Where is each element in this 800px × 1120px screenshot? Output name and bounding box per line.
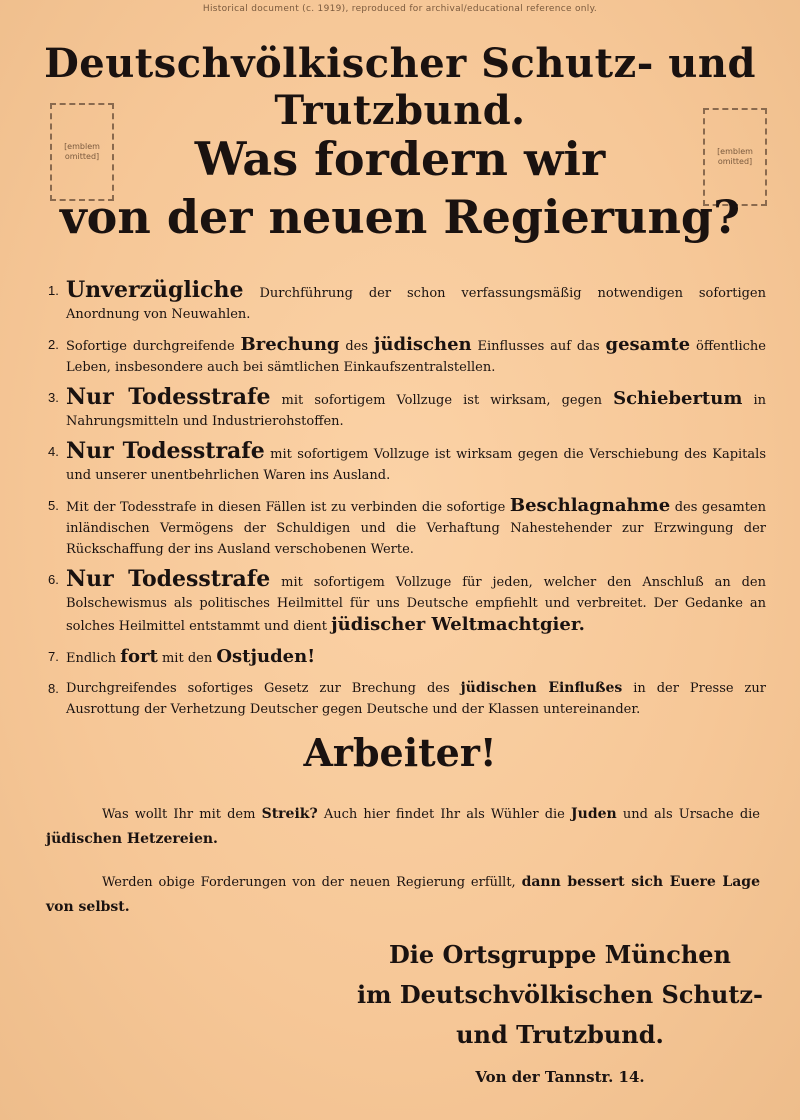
body-text: Durchführung der schon verfassungsmäßig notwendigen sofortigen Anordnung von Neuwahlen. [66,286,766,322]
body-text: Werden obige Forderungen von der neuen Regierung erfüllt, [102,875,522,890]
emphasized-text: Juden [571,806,617,822]
workers-heading: Arbeiter! [303,730,497,775]
demand-number: 4. [48,444,59,459]
emblem-placeholder-left: [emblem omitted] [50,103,114,201]
body-text: in der Presse zur Ausrottung der Verhetzung Deutscher gegen Deutsche und der Klassen untereinander. [66,681,766,717]
demand-text [66,495,766,560]
demand-item [48,566,766,637]
demand-item [48,334,766,378]
emphasized-text: Schiebertum [613,388,743,409]
emphasized-text: Unverzügliche [66,277,244,303]
demand-text [66,646,766,669]
body-text: Was wollt Ihr mit dem [102,807,262,822]
emphasized-text: Nur Todesstrafe [66,438,265,464]
emphasized-text: gesamte [605,334,691,355]
emphasized-text: Streik? [261,806,318,822]
body-text: und als Ursache die [616,807,760,822]
emphasized-text: jüdischen [373,334,472,355]
signature-line-1: Die Ortsgruppe München [388,940,731,969]
emphasized-text: jüdischer Weltmachtgier. [331,614,585,635]
body-text: Mit der Todesstrafe in diesen Fällen ist zu verbinden die sofortige [66,500,510,515]
body-text: mit den [157,651,217,666]
paragraph-demands-fulfilled [46,870,760,920]
demand-text [66,277,766,325]
body-text: mit sofortigem Vollzuge ist wirksam gegen die Verschiebung des Kapitals und unserer unentbehrlichen Waren ins Ausland. [66,447,766,483]
demands-list [48,277,767,729]
signature-address: Von der Tannstr. 14. [475,1068,645,1086]
emphasized-text: Brechung [240,334,340,355]
demand-item [48,438,766,486]
body-text: Einflusses auf das [471,339,606,354]
demand-number: 3. [48,390,59,405]
demand-number: 2. [48,337,59,352]
demand-number: 7. [48,649,59,664]
organization-title: Deutschvölkischer Schutz- und Trutzbund. [44,40,756,134]
emphasized-text: Nur Todesstrafe [66,566,271,592]
emphasized-text: jüdischen Einflußes [460,680,623,696]
headline [0,130,800,246]
headline-line-2: von der neuen Regierung? [59,190,741,244]
emphasized-text: Beschlagnahme [509,495,671,516]
paragraph-strike [46,802,760,852]
body-text: des [339,339,374,354]
demand-text [66,334,766,378]
emphasized-text: Ostjuden! [216,646,316,667]
emblem-placeholder-right: [emblem omitted] [703,108,767,206]
body-text: in Nahrungsmitteln und Industrierohstoffen. [66,393,766,429]
demand-number: 6. [48,572,59,587]
body-text: Sofortige durchgreifende [66,339,241,354]
demand-number: 5. [48,498,59,513]
demand-text [66,678,766,720]
demand-item [48,277,766,325]
body-text: Endlich [66,651,121,666]
body-text: Durchgreifendes sofortiges Gesetz zur Brechung des [66,681,461,696]
emphasized-text: jüdischen Hetzereien. [46,831,218,847]
demand-item [48,678,766,720]
body-text: mit sofortigem Vollzuge ist wirksam, gegen [270,393,614,408]
demand-item [48,495,766,560]
body-text: Auch hier findet Ihr als Wühler die [317,807,572,822]
body-text: mit sofortigem Vollzuge für jeden, welcher den Anschluß an den Bolschewismus als politisches Heilmittel für uns Deutsche empfiehlt und verbreitet. Der Gedanke an solches Heilmittel entstammt und dient [66,575,766,634]
emphasized-text: Nur Todesstrafe [66,384,271,410]
headline-line-1: Was fordern wir [194,132,606,186]
signature-line-2: im Deutschvölkischen Schutz- und Trutzbund. [356,980,764,1049]
body-text: des gesamten inländischen Vermögens der Schuldigen und die Verhaftung Nahestehender zur Erzwingung der Rückschaffung der ins Ausland verschobenen Werte. [66,500,766,557]
signature-block [340,935,780,1095]
demand-text [66,438,766,486]
demand-item [48,646,766,669]
demand-text [66,566,766,637]
demand-text [66,384,766,432]
body-text: öffentliche Leben, insbesondere auch bei sämtlichen Einkaufszentralstellen. [66,339,767,375]
demand-number: 8. [48,681,59,696]
demand-number: 1. [48,283,59,298]
emphasized-text: dann bessert sich Euere Lage von selbst. [46,874,760,915]
archival-note: Historical document (c. 1919), reproduced for archival/educational reference only. [202,4,598,14]
demand-item [48,384,766,432]
emphasized-text: fort [120,646,158,667]
